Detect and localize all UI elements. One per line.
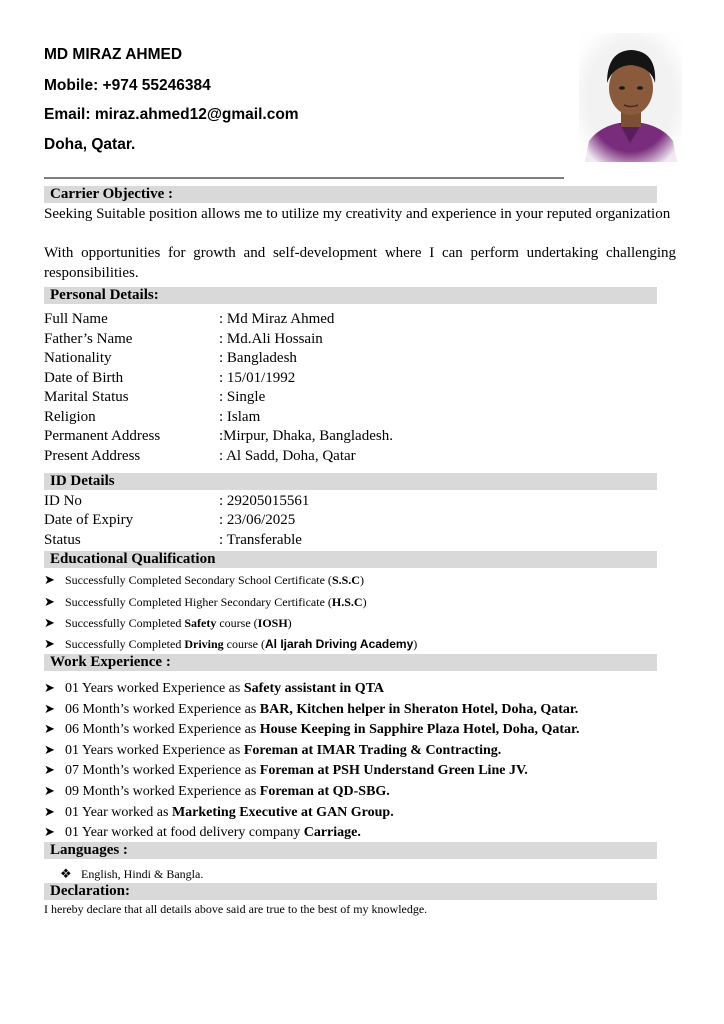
list-item: ➤ 07 Month’s worked Experience as Foreman at PSH Understand Green Line JV. <box>44 762 528 778</box>
arrow-bullet-icon: ➤ <box>44 701 55 716</box>
section-header-declaration: Declaration: <box>44 883 657 900</box>
arrow-bullet-icon: ➤ <box>44 636 55 651</box>
section-header-objective: Carrier Objective : <box>44 186 657 203</box>
row-label: Marital Status <box>44 389 129 405</box>
list-item: ➤ 06 Month’s worked Experience as House Keeping in Sapphire Plaza Hotel, Doha, Qatar. <box>44 721 580 737</box>
list-item: ➤ 06 Month’s worked Experience as BAR, Kitchen helper in Sheraton Hotel, Doha, Qatar. <box>44 701 579 717</box>
arrow-bullet-icon: ➤ <box>44 572 55 587</box>
row-value: : Bangladesh <box>219 350 297 366</box>
section-header-personal: Personal Details: <box>44 287 657 304</box>
arrow-bullet-icon: ➤ <box>44 721 55 736</box>
row-label: Status <box>44 532 81 548</box>
list-item: ➤ 01 Year worked at food delivery company Carriage. <box>44 824 361 840</box>
objective-paragraph-1: Seeking Suitable position allows me to utilize my creativity and experience in your reputed organization <box>44 206 671 222</box>
languages-text: English, Hindi & Bangla. <box>81 867 204 881</box>
row-value: : Islam <box>219 409 261 425</box>
objective-paragraph-2: With opportunities for growth and self-development where I can perform undertaking challenging responsibilities. <box>44 245 676 281</box>
section-header-education: Educational Qualification <box>44 551 657 568</box>
row-value: : 15/01/1992 <box>219 370 296 386</box>
list-item: ➤ Successfully Completed Safety course (IOSH) <box>44 615 292 630</box>
row-label: ID No <box>44 493 82 509</box>
row-label: Nationality <box>44 350 112 366</box>
row-label: Religion <box>44 409 96 425</box>
arrow-bullet-icon: ➤ <box>44 762 55 777</box>
arrow-bullet-icon: ➤ <box>44 615 55 630</box>
row-value: : Md.Ali Hossain <box>219 331 323 347</box>
list-item: ➤ Successfully Completed Secondary School Certificate (S.S.C) <box>44 572 364 587</box>
row-value: : Transferable <box>219 532 302 548</box>
row-value: : Single <box>219 389 266 405</box>
profile-photo <box>579 33 682 162</box>
list-item: ➤ 09 Month’s worked Experience as Foreman at QD-SBG. <box>44 783 390 799</box>
row-label: Present Address <box>44 448 141 464</box>
arrow-bullet-icon: ➤ <box>44 594 55 609</box>
list-item: ➤ 01 Years worked Experience as Foreman at IMAR Trading & Contracting. <box>44 742 502 758</box>
section-header-id: ID Details <box>44 473 657 490</box>
section-header-languages: Languages : <box>44 842 657 859</box>
email-address: Email: miraz.ahmed12@gmail.com <box>44 106 299 123</box>
row-label: Date of Expiry <box>44 512 134 528</box>
list-item: ➤ 01 Years worked Experience as Safety assistant in QTA <box>44 680 384 696</box>
row-value: : 23/06/2025 <box>219 512 296 528</box>
location: Doha, Qatar. <box>44 136 136 153</box>
arrow-bullet-icon: ➤ <box>44 804 55 819</box>
row-label: Full Name <box>44 311 108 327</box>
header-divider <box>44 177 564 179</box>
list-item: ➤ 01 Year worked as Marketing Executive at GAN Group. <box>44 804 394 820</box>
row-label: Date of Birth <box>44 370 124 386</box>
row-label: Father’s Name <box>44 331 133 347</box>
arrow-bullet-icon: ➤ <box>44 680 55 695</box>
declaration-text: I hereby declare that all details above said are true to the best of my knowledge. <box>44 902 428 916</box>
section-header-work: Work Experience : <box>44 654 657 671</box>
row-value: : Md Miraz Ahmed <box>219 311 335 327</box>
list-item: ➤ Successfully Completed Driving course (Al Ijarah Driving Academy) <box>44 636 418 651</box>
arrow-bullet-icon: ➤ <box>44 824 55 839</box>
arrow-bullet-icon: ➤ <box>44 742 55 757</box>
row-value: :Mirpur, Dhaka, Bangladesh. <box>219 428 393 444</box>
diamond-bullet-icon: ❖ <box>60 866 72 881</box>
list-item <box>60 866 203 882</box>
candidate-name: MD MIRAZ AHMED <box>44 46 183 63</box>
row-label: Permanent Address <box>44 428 161 444</box>
row-value: : 29205015561 <box>219 493 310 509</box>
mobile-number: Mobile: +974 55246384 <box>44 77 211 94</box>
row-value: : Al Sadd, Doha, Qatar <box>219 448 356 464</box>
arrow-bullet-icon: ➤ <box>44 783 55 798</box>
list-item: ➤ Successfully Completed Higher Secondary Certificate (H.S.C) <box>44 594 367 609</box>
